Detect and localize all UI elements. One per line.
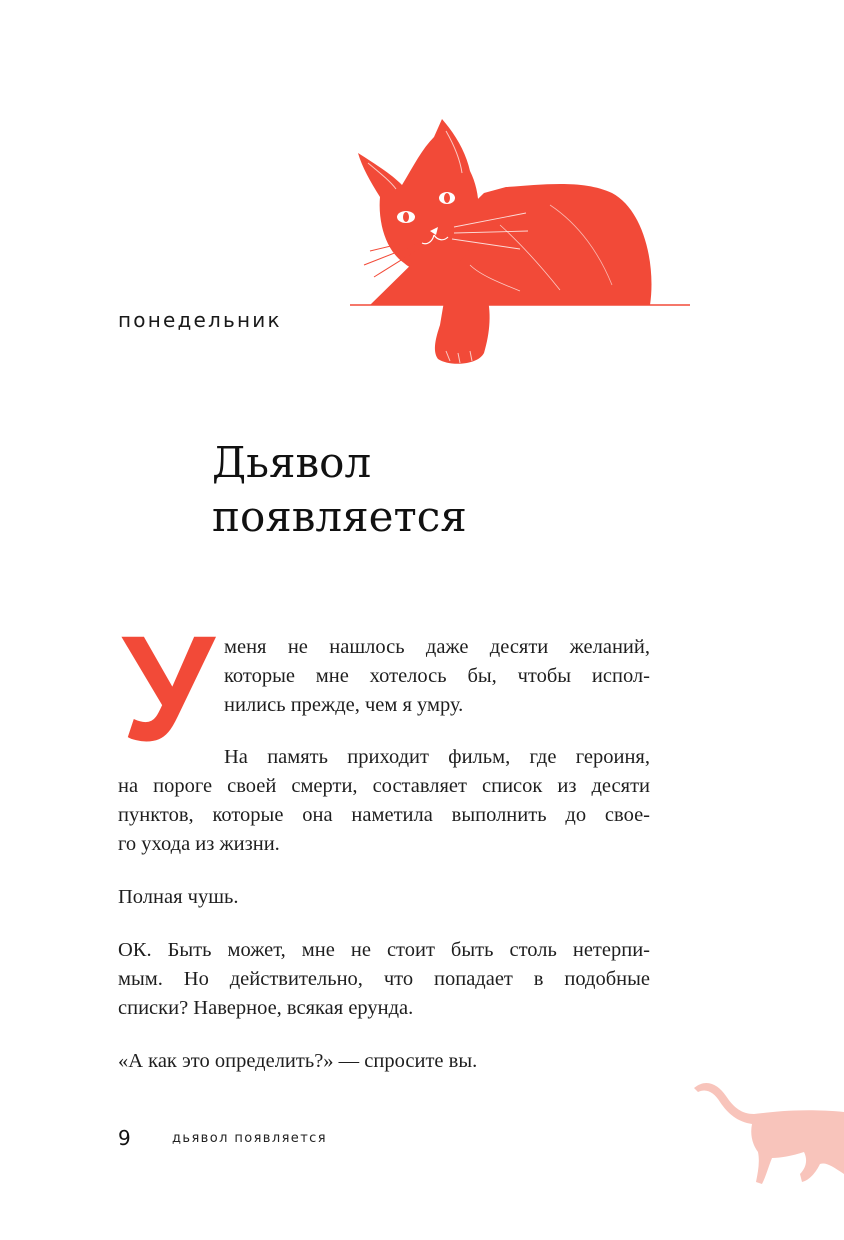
chapter-title-line: Дьявол: [212, 438, 372, 487]
text-line: ОК. Быть может, мне не стоит быть столь нетерпи-: [118, 939, 650, 961]
page-number: 9: [118, 1126, 131, 1150]
drop-cap-letter: У: [121, 628, 215, 748]
walking-cat-icon: [692, 1078, 844, 1188]
text-line: На память приходит фильм, где героиня,: [224, 746, 650, 768]
text-line: нились прежде, чем я умру.: [224, 694, 464, 716]
text-line: «А как это определить?» — спросите вы.: [118, 1050, 478, 1072]
text-line: меня не нашлось даже десяти желаний,: [224, 636, 650, 658]
chapter-title-line: появляется: [212, 492, 467, 541]
section-label: понедельник: [118, 308, 282, 332]
text-line: мым. Но действительно, что попадает в подобные: [118, 968, 650, 990]
text-line: пунктов, которые она наметила выполнить до свое-: [118, 804, 650, 826]
text-line: го ухода из жизни.: [118, 833, 280, 855]
drop-cap: [114, 628, 222, 748]
text-line: Полная чушь.: [118, 886, 239, 908]
chapter-title: [212, 436, 467, 544]
text-line: списки? Наверное, всякая ерунда.: [118, 997, 414, 1019]
running-head: дьявол появляется: [172, 1131, 327, 1146]
text-line: которые мне хотелось бы, чтобы испол-: [224, 665, 650, 687]
text-line: на пороге своей смерти, составляет список из десяти: [118, 775, 650, 797]
cat-illustration: [350, 115, 695, 370]
